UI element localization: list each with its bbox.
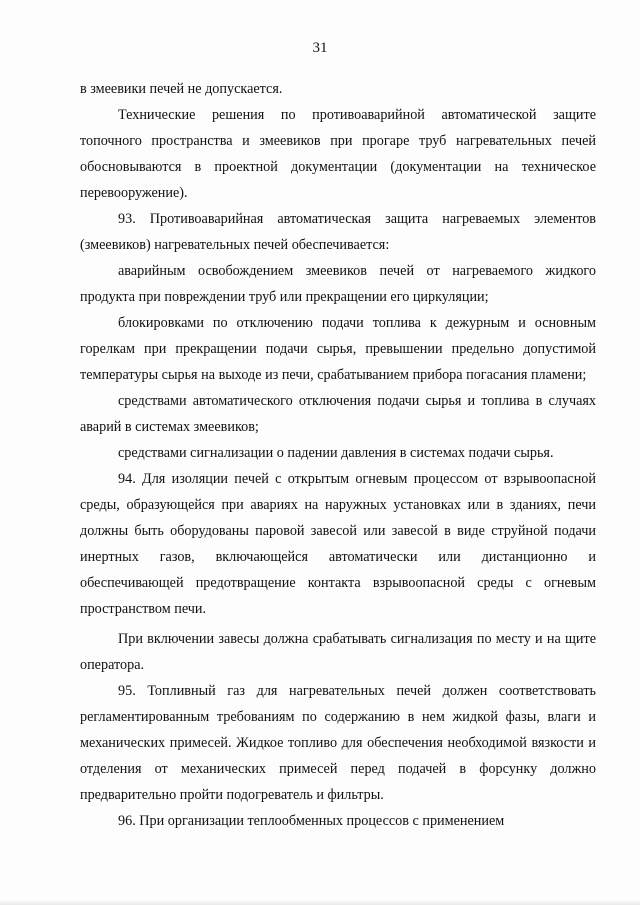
paragraph-95: 95. Топливный газ для нагревательных печей должен соответствовать регламентированным требованиям по содержанию в нем жидкой фазы, влаги и механических примесей. Жидкое топливо для обеспечения необходимой вязкости и отделения от механических примесей перед подачей в форсунку должно предварительно пройти подогреватель и фильтры. [80, 683, 596, 803]
paragraph-93-item-2: блокировками по отключению подачи топлива к дежурным и основным горелкам при прекращении подачи сырья, превышении предельно допустимой температуры сырья на выходе из печи, срабатыванием прибора погасания пламени; [80, 315, 596, 383]
page-bottom-edge [0, 899, 640, 905]
paragraph-continuation: в змеевики печей не допускается. [80, 81, 283, 97]
paragraph-94-signal: При включении завесы должна срабатывать сигнализация по месту и на щите оператора. [80, 631, 596, 673]
paragraph-technical-solutions: Технические решения по противоаварийной автоматической защите топочного пространства и змеевиков при прогаре труб нагревательных печей обосновываются в проектной документации (документации на техническое перевооружение). [80, 107, 596, 201]
paragraph-93-item-1: аварийным освобождением змеевиков печей от нагреваемого жидкого продукта при повреждении труб или прекращении его циркуляции; [80, 263, 596, 305]
paragraph-93-item-3: средствами автоматического отключения подачи сырья и топлива в случаях аварий в системах змеевиков; [80, 393, 596, 435]
paragraph-93: 93. Противоаварийная автоматическая защита нагреваемых элементов (змеевиков) нагревательных печей обеспечивается: [80, 211, 596, 253]
document-body [80, 76, 596, 834]
paragraph-96: 96. При организации теплообменных процессов с применением [118, 813, 505, 829]
page-number: 31 [312, 40, 328, 56]
paragraph-93-item-4: средствами сигнализации о падении давления в системах подачи сырья. [118, 445, 554, 461]
paragraph-94: 94. Для изоляции печей с открытым огневым процессом от взрывоопасной среды, образующейся при авариях на наружных установках или в зданиях, печи должны быть оборудованы паровой завесой или завесой в виде струйной подачи инертных газов, включающейся автоматически или дистанционно и обеспечивающей предотвращение контакта взрывоопасной среды с огневым пространством печи. [80, 471, 596, 617]
